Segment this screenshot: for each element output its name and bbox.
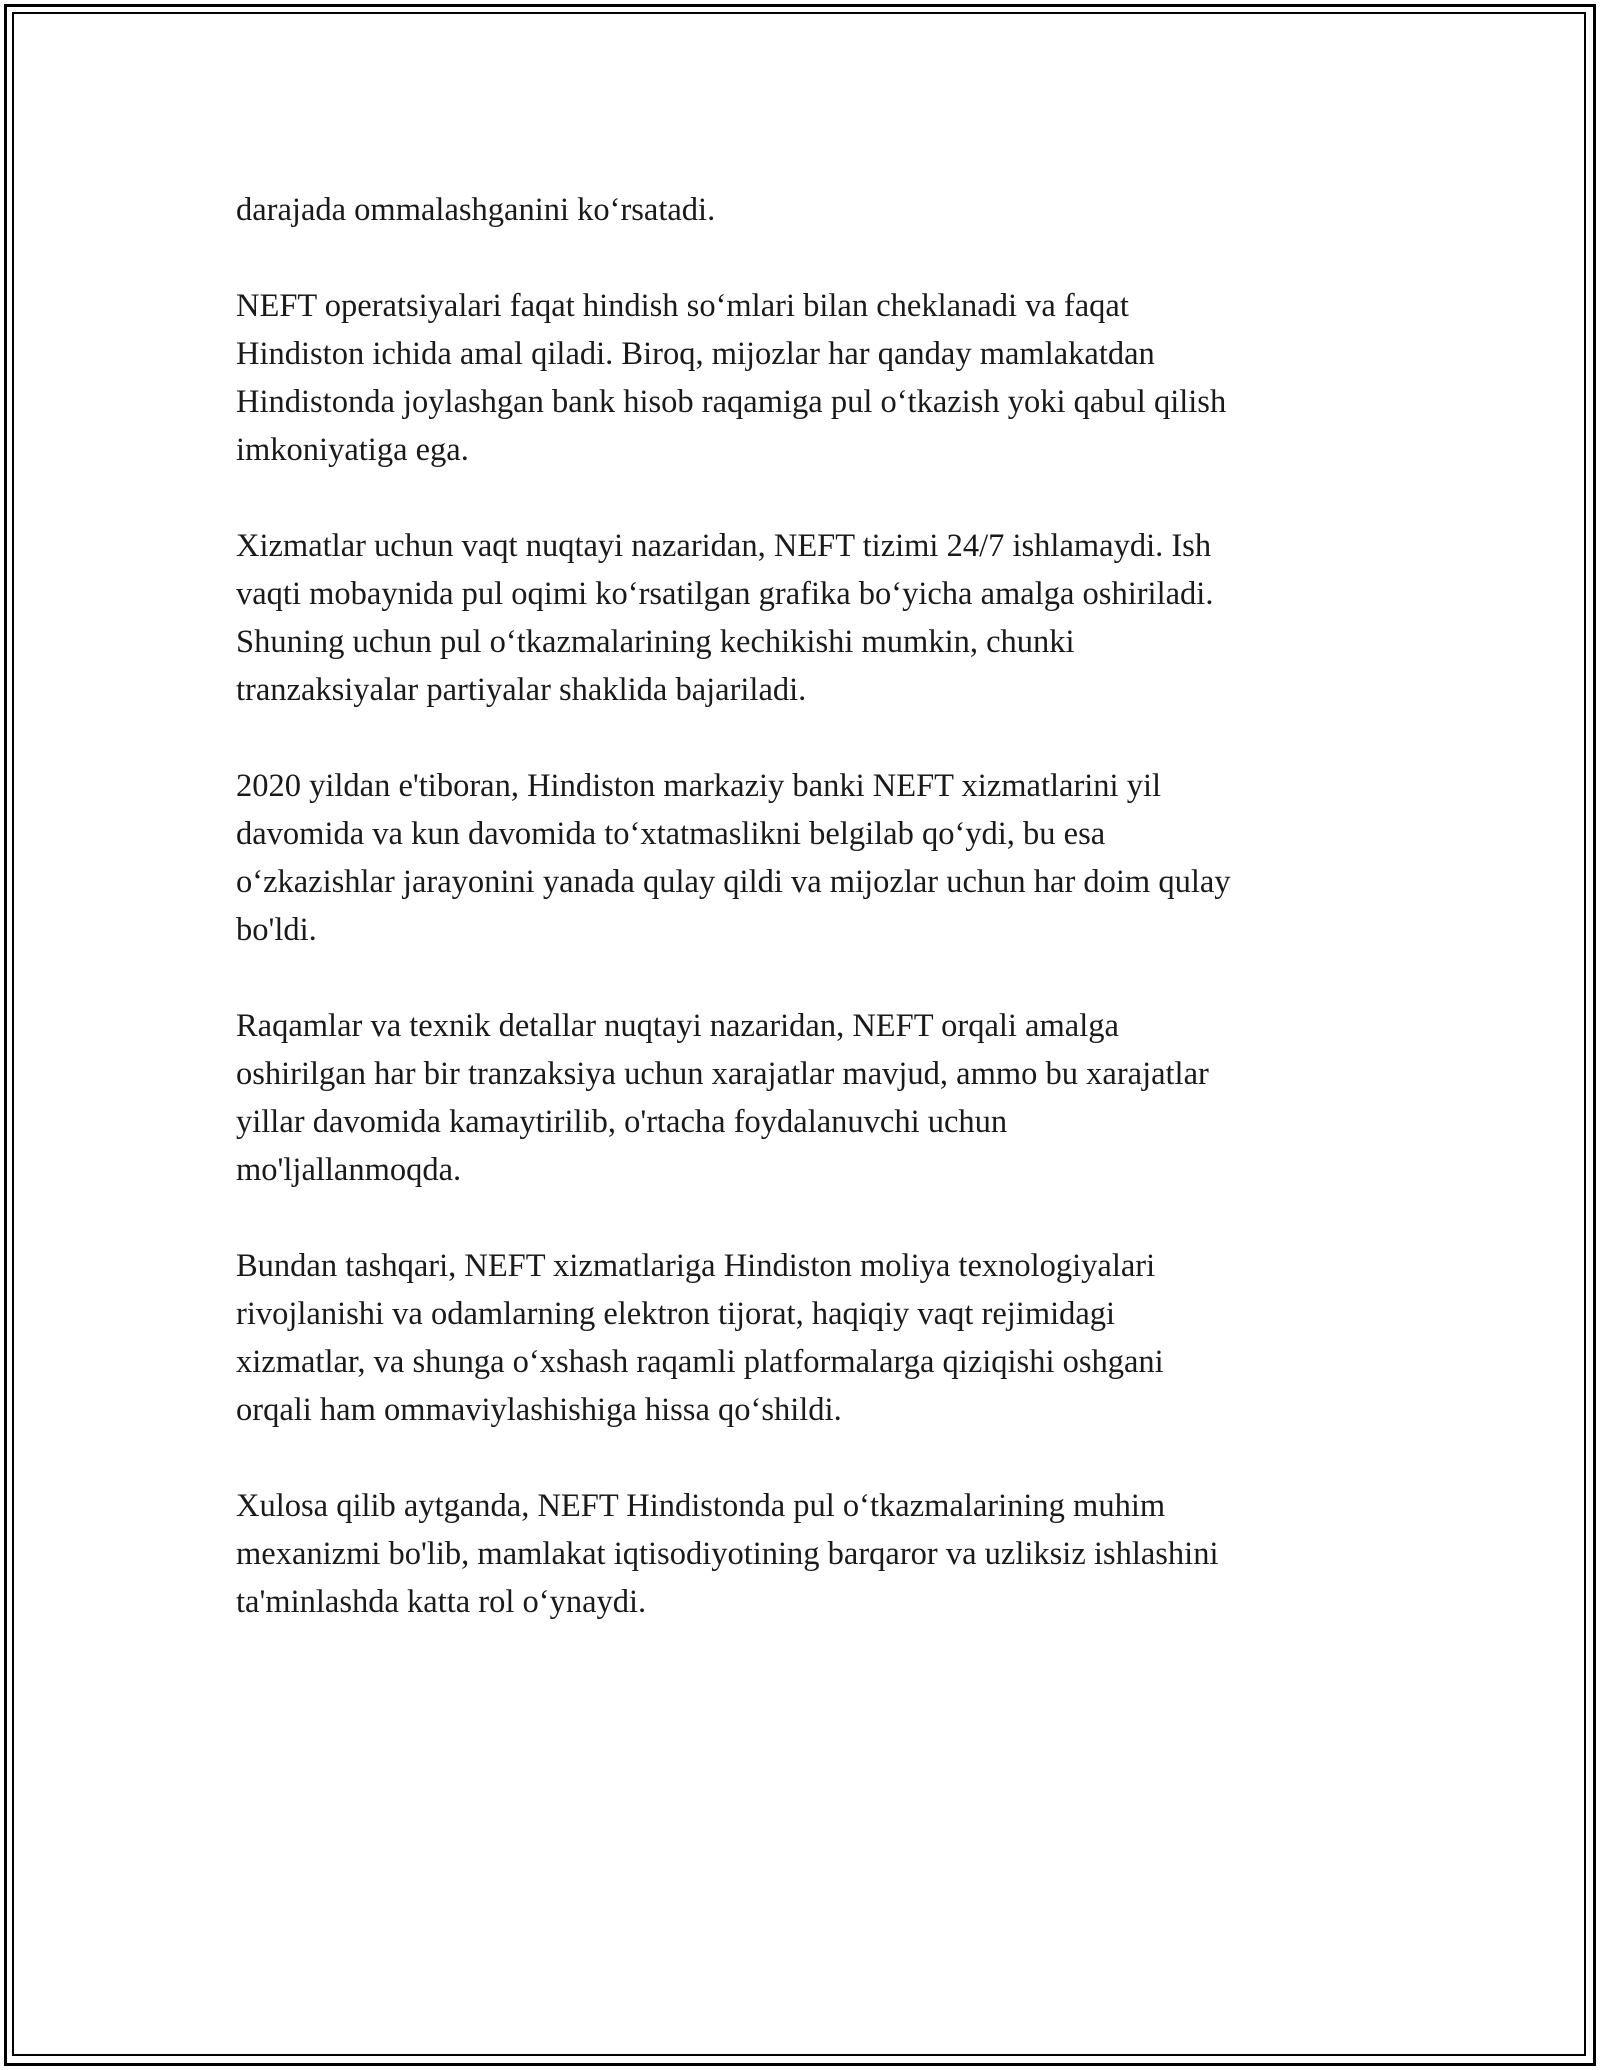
paragraph: Xulosa qilib aytganda, NEFT Hindistonda pul o‘tkazmalarining muhim mexanizmi bo'lib, mamlakat iqtisodiyotining barqaror va uzliksiz ishlashini ta'minlashda katta rol o‘ynaydi. xyxy=(236,1488,1219,1620)
paragraph: Xizmatlar uchun vaqt nuqtayi nazaridan, NEFT tizimi 24/7 ishlamaydi. Ish vaqti mobaynida pul oqimi ko‘rsatilgan grafika bo‘yicha amalga oshiriladi. Shuning uchun pul o‘tkazmalarining kechikishi mumkin, chunki tranzaksiyalar partiyalar shaklida bajariladi. xyxy=(236,528,1214,708)
paragraph: 2020 yildan e'tiboran, Hindiston markaziy banki NEFT xizmatlarini yil davomida va kun davomida to‘xtatmaslikni belgilab qo‘ydi, bu esa o‘zkazishlar jarayonini yanada qulay qildi va mijozlar uchun har doim qulay bo'ldi. xyxy=(236,768,1231,948)
paragraph: Raqamlar va texnik detallar nuqtayi nazaridan, NEFT orqali amalga oshirilgan har bir tranzaksiya uchun xarajatlar mavjud, ammo bu xarajatlar yillar davomida kamaytirilib, o'rtacha foydalanuvchi uchun mo'ljallanmoqda. xyxy=(236,1008,1209,1188)
paragraph: darajada ommalashganini ko‘rsatadi. xyxy=(236,192,716,228)
paragraph: NEFT operatsiyalari faqat hindish so‘mlari bilan cheklanadi va faqat Hindiston ichida amal qiladi. Biroq, mijozlar har qanday mamlakatdan Hindistonda joylashgan bank hisob raqamiga pul o‘tkazish yoki qabul qilish imkoniyatiga ega. xyxy=(236,288,1227,468)
document-body xyxy=(236,186,1366,1674)
paragraph: Bundan tashqari, NEFT xizmatlariga Hindiston moliya texnologiyalari rivojlanishi va odamlarning elektron tijorat, haqiqiy vaqt rejimidagi xizmatlar, va shunga o‘xshash raqamli platformalarga qiziqishi oshgani orqali ham ommaviylashishiga hissa qo‘shildi. xyxy=(236,1248,1164,1428)
